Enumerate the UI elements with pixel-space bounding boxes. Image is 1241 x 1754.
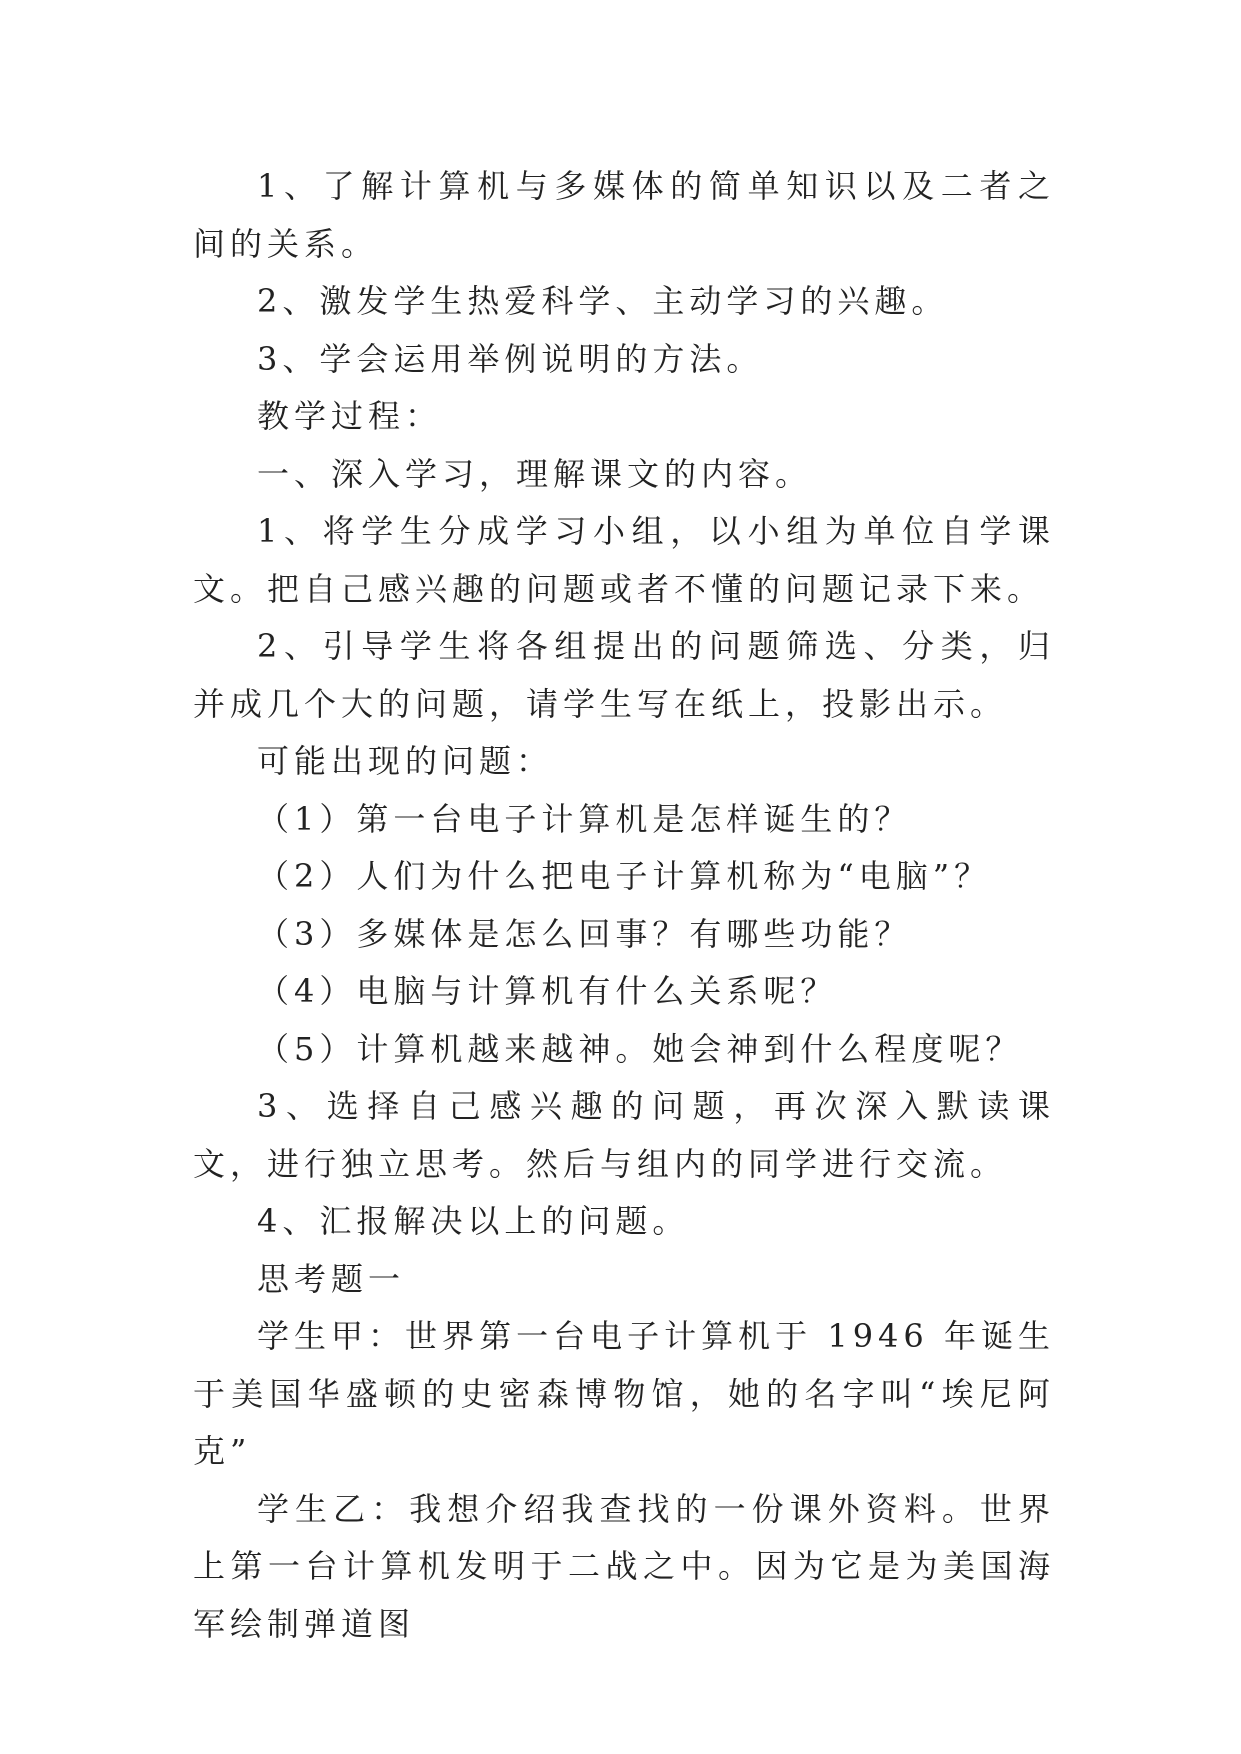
objective-1: 1、了解计算机与多媒体的简单知识以及二者之间的关系。: [193, 167, 1055, 263]
step-1: 1、将学生分成学习小组，以小组为单位自学课文。把自己感兴趣的问题或者不懂的问题记录下来。: [193, 512, 1055, 608]
student-b-answer: 学生乙：我想介绍我查找的一份课外资料。世界上第一台计算机发明于二战之中。因为它是为美国海军绘制弹道图: [193, 1489, 1055, 1643]
step-4: 4、汇报解决以上的问题。: [257, 1202, 690, 1240]
step-heading-1: 一、深入学习，理解课文的内容。: [257, 454, 813, 493]
student-a-answer: 学生甲：世界第一台电子计算机于 1946 年诞生于美国华盛顿的史密森博物馆，她的名字叫“埃尼阿克”: [193, 1317, 1055, 1470]
document-body: [193, 158, 1055, 1653]
question-5: （5）计算机越来越神。她会神到什么程度呢？: [257, 1029, 1023, 1068]
question-3: （3）多媒体是怎么回事？有哪些功能？: [257, 914, 912, 953]
discussion-heading-1: 思考题一: [257, 1259, 406, 1298]
question-2: （2）人们为什么把电子计算机称为“电脑”？: [257, 857, 992, 895]
section-heading-process: 教学过程：: [257, 397, 443, 435]
step-3: 3、选择自己感兴趣的问题，再次深入默读课文，进行独立思考。然后与组内的同学进行交流。: [193, 1087, 1055, 1183]
question-1: （1）第一台电子计算机是怎样诞生的？: [257, 799, 912, 838]
step-2: 2、引导学生将各组提出的问题筛选、分类，归并成几个大的问题，请学生写在纸上，投影出示。: [193, 627, 1055, 723]
objective-2: 2、激发学生热爱科学、主动学习的兴趣。: [257, 282, 949, 320]
question-4: （4）电脑与计算机有什么关系呢？: [257, 972, 838, 1010]
possible-questions-heading: 可能出现的问题：: [257, 742, 554, 780]
objective-3: 3、学会运用举例说明的方法。: [257, 339, 764, 378]
